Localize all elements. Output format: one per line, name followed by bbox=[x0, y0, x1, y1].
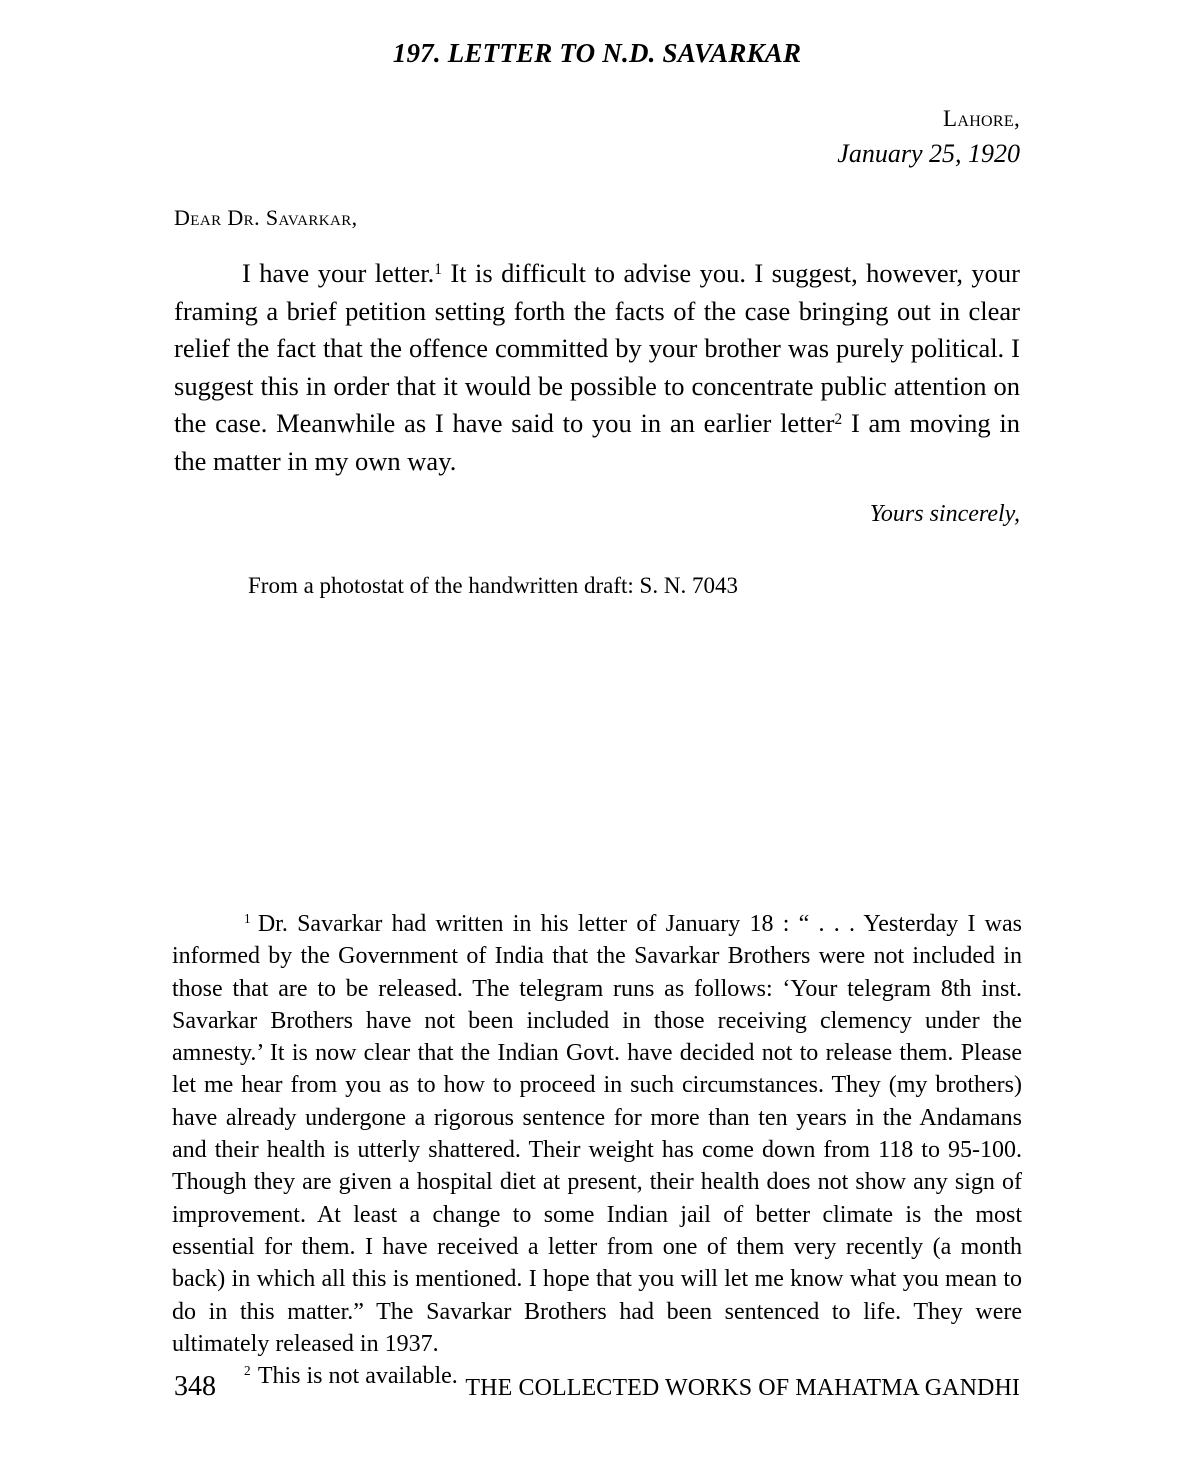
salutation: Dear Dr. Savarkar, bbox=[174, 205, 358, 230]
letter-body-paragraph bbox=[174, 255, 1020, 480]
body-segment-2: It is difficult to advise you. I suggest, however, your framing a brief petition setting forth the facts of the case bringing out in clear relief the fact that the offence committed by your brother was purely political. I suggest this in order that it would be possible to concentrate public attention on the case. Meanwhile as I have said to you in an earlier letter bbox=[174, 258, 1020, 438]
source-note: From a photostat of the handwritten draft: S. N. 7043 bbox=[248, 573, 738, 598]
dateline-place: Lahore, bbox=[942, 106, 1020, 131]
page-number: 348 bbox=[174, 1371, 216, 1402]
footnote-marker: 1 bbox=[244, 910, 251, 926]
page-content bbox=[174, 0, 1020, 597]
footnote-item bbox=[172, 908, 1022, 1360]
dateline bbox=[174, 107, 1020, 167]
closing-signature: Yours sincerely, bbox=[869, 501, 1020, 527]
footnote-ref-2[interactable]: 2 bbox=[834, 411, 843, 429]
footnote-marker: 2 bbox=[244, 1362, 251, 1378]
body-segment-1: I have your letter. bbox=[242, 258, 435, 288]
footnote-text: Dr. Savarkar had written in his letter of January 18 : “ . . . Yesterday I was informed by the Government of India that the Savarkar Brothers were not included in those that are to be released. The telegram runs as follows: ‘Your telegram 8th inst. Savarkar Brothers have not been included in those receiving clemency under the amnesty.’ It is now clear that the Indian Govt. have decided not to release them. Please let me hear from you as to how to proceed in such circumstances. They (my brothers) have already undergone a rigorous sentence for more than ten years in the Andamans and their health is utterly shattered. Their weight has come down from 118 to 95-100. Though they are given a hospital diet at present, their health does not show any sign of improvement. At least a change to some Indian jail of better climate is the most essential for them. I have received a letter from one of them very recently (a month back) in which all this is mentioned. I hope that you will let me know what you mean to do in this matter.” The Savarkar Brothers had been sentenced to life. They were ultimately released in 1937. bbox=[172, 911, 1022, 1357]
running-title: THE COLLECTED WORKS OF MAHATMA GANDHI bbox=[465, 1375, 1020, 1401]
page-footer bbox=[174, 1370, 1020, 1404]
footnote-text: This is not available. bbox=[257, 1363, 458, 1390]
dateline-date: January 25, 1920 bbox=[837, 139, 1020, 168]
body-segment-3: I am moving in the matter in my own way. bbox=[174, 408, 1020, 476]
page-title: 197. LETTER TO N.D. SAVARKAR bbox=[392, 38, 802, 68]
footnote-ref-1[interactable]: 1 bbox=[434, 261, 442, 279]
footnotes-section bbox=[172, 908, 1022, 1392]
